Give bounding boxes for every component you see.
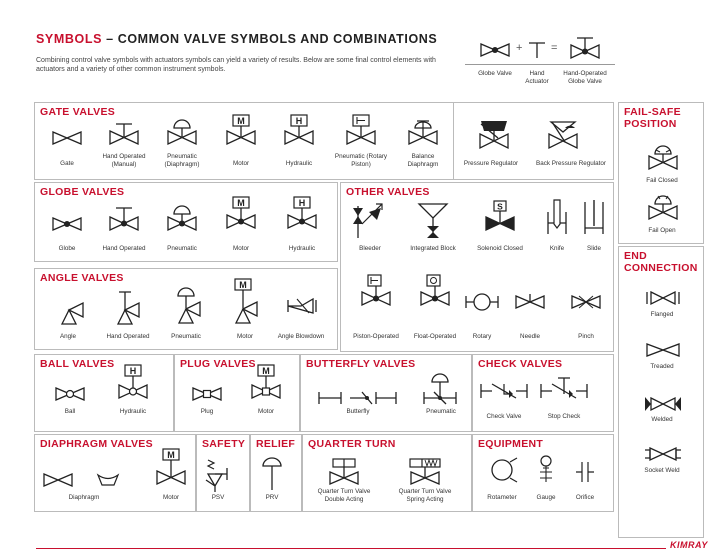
butterfly-label: Butterfly [346,408,370,415]
gate-rotary-piston-label: Pneumatic (Rotary Piston) [334,153,388,168]
gate-hydraulic-label: Hydraulic [285,160,313,167]
panel-title: OTHER VALVES [346,186,430,198]
plug-motor-label: Motor [257,408,275,415]
knife-label: Knife [549,245,565,252]
panel-title: BUTTERFLY VALVES [306,358,416,370]
back-pressure-regulator-label: Back Pressure Regulator [536,160,606,167]
solenoid-mark: S [497,201,503,212]
globe-hydraulic-label: Hydraulic [288,245,316,252]
panel-title: EQUIPMENT [478,438,544,450]
panel-fail-safe [618,102,704,244]
legend-globe-label: Globe Valve [478,70,512,77]
motor-mark: M [167,450,175,460]
hydraulic-mark: H [298,198,306,208]
legend-plus: + [516,42,523,54]
panel-title: DIAPHRAGM VALVES [40,438,153,450]
butterfly-pneumatic-label: Pneumatic [426,408,456,415]
ball-label: Ball [64,408,76,415]
slide-label: Slide [586,245,602,252]
quarter-turn-spring-label: Quarter Turn Valve Spring Acting [398,488,452,503]
motor-mark: M [262,366,270,376]
angle-label: Angle [59,333,77,340]
flanged-label: Flanged [650,311,674,318]
panel-title: PLUG VALVES [180,358,256,370]
gate-balance-label: Balance Diaphragm [407,153,439,168]
fail-closed-label: Fail Closed [646,177,678,184]
motor-mark: M [237,116,245,126]
prv-label: PRV [265,494,279,501]
angle-pneumatic-label: Pneumatic [171,333,201,340]
float-operated-label: Float-Operated [413,333,457,340]
panel-title: SAFETY [202,438,246,450]
pinch-label: Pinch [578,333,594,340]
angle-blowdown-label: Angle Blowdown [277,333,325,340]
plug-label: Plug [200,408,214,415]
legend-result-label: Hand-Operated Globe Valve [563,70,607,85]
diaphragm-label: Diaphragm [68,494,100,501]
gate-hand-label: Hand Operated (Manual) [102,153,146,168]
panel-title: QUARTER TURN [308,438,396,450]
solenoid-closed-label: Solenoid Closed [477,245,523,252]
panel-title: FAIL-SAFE POSITION [624,106,681,130]
gate-motor-label: Motor [232,160,250,167]
gate-label: Gate [60,160,74,167]
panel-title: RELIEF [256,438,296,450]
legend-divider [465,64,615,65]
globe-motor-label: Motor [232,245,250,252]
diaphragm-motor-label: Motor [162,494,180,501]
piston-operated-label: Piston-Operated [353,333,399,340]
treaded-label: Treaded [650,363,674,370]
angle-hand-label: Hand Operated [106,333,150,340]
globe-hand-label: Hand Operated [102,245,146,252]
panel-divider [453,103,454,179]
globe-label: Globe [58,245,76,252]
gauge-label: Gauge [536,494,556,501]
motor-mark: M [239,280,247,290]
kimray-logo: KIMRAY [670,540,708,550]
panel-title: END CONNECTION [624,250,698,274]
hydraulic-mark: H [295,116,303,126]
panel-title: GLOBE VALVES [40,186,125,198]
pressure-regulator-label: Pressure Regulator [463,160,519,167]
welded-label: Welded [651,416,673,423]
angle-motor-label: Motor [236,333,254,340]
stop-check-label: Stop Check [547,413,581,420]
socket-weld-label: Socket Weld [644,467,680,474]
integrated-block-label: Integrated Block [410,245,456,252]
rotameter-label: Rotameter [487,494,517,501]
hydraulic-mark: H [129,366,137,376]
gate-pneumatic-label: Pneumatic (Diaphragm) [164,153,200,168]
legend-equals: = [551,42,558,54]
legend-actuator-label: Hand Actuator [525,70,549,85]
page-subtitle: Combining control valve symbols with actuators symbols can yield a variety of results. Below are some final control elements with actuators and a variety of other common instrument symbols. [36,57,436,73]
orifice-label: Orifice [575,494,595,501]
panel-title: CHECK VALVES [478,358,563,370]
check-valve-label: Check Valve [486,413,522,420]
quarter-turn-double-label: Quarter Turn Valve Double Acting [317,488,371,503]
fail-open-label: Fail Open [648,227,676,234]
globe-pneumatic-label: Pneumatic [167,245,197,252]
motor-mark: M [237,198,245,208]
rotary-label: Rotary [472,333,492,340]
page-title: SYMBOLS – COMMON VALVE SYMBOLS AND COMBINATIONS [36,32,438,46]
psv-label: PSV [211,494,225,501]
panel-title: BALL VALVES [40,358,115,370]
bleeder-label: Bleeder [359,245,381,252]
needle-label: Needle [520,333,540,340]
footer-rule [36,548,666,549]
ball-hydraulic-label: Hydraulic [119,408,147,415]
panel-title: GATE VALVES [40,106,116,118]
panel-title: ANGLE VALVES [40,272,124,284]
